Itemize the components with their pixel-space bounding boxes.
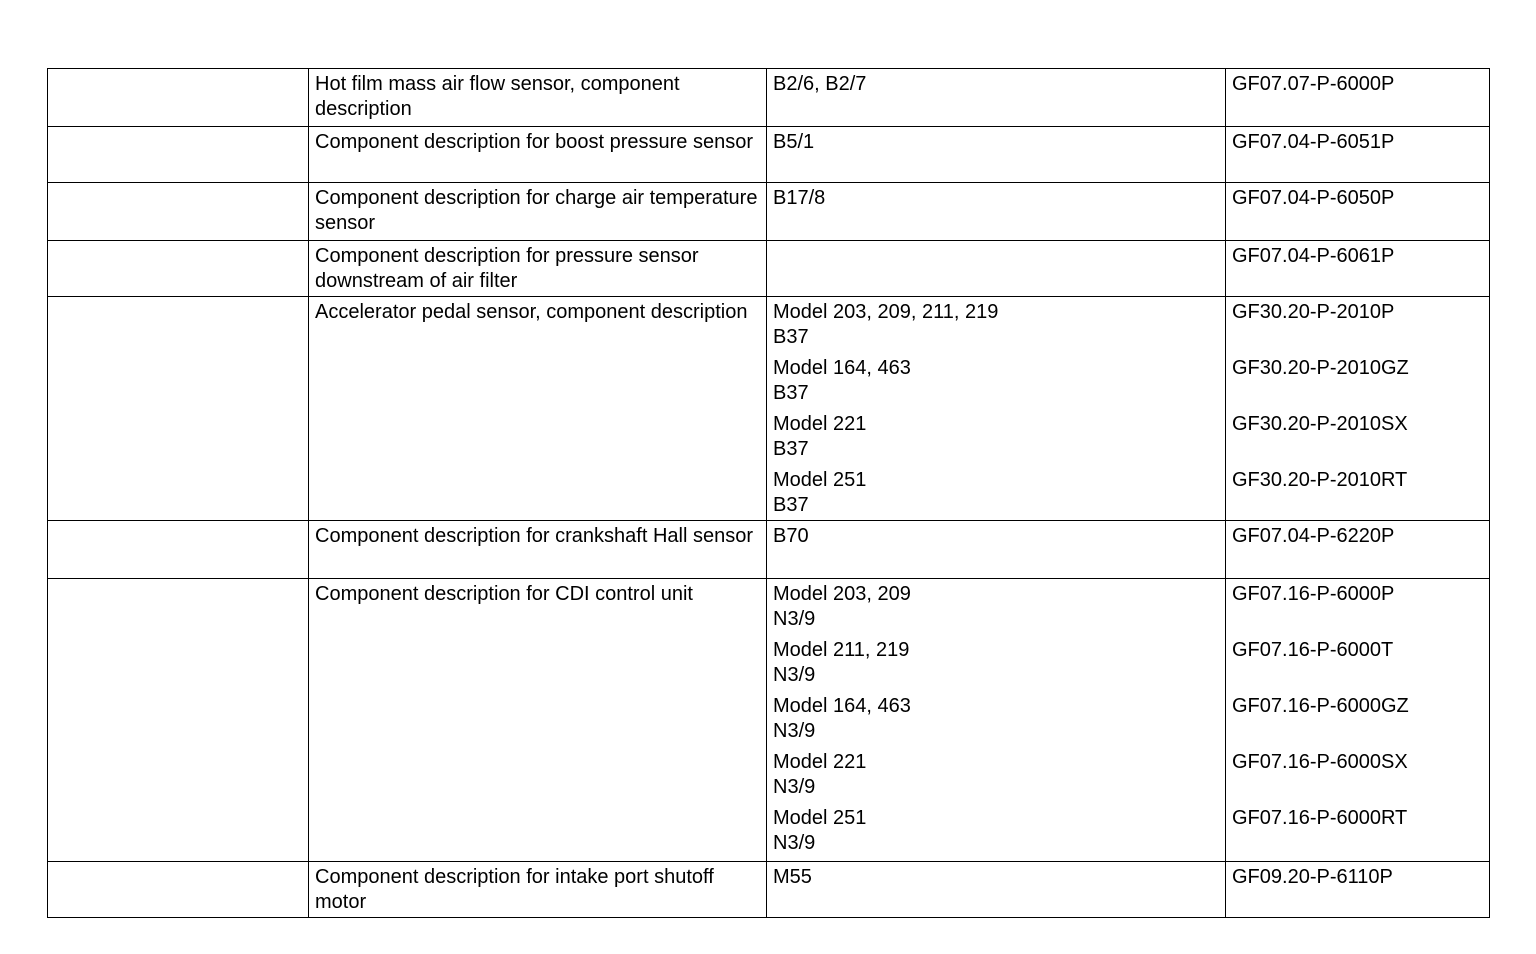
table-row (48, 297, 1490, 521)
model-line: Model 164, 463 (773, 357, 911, 379)
table-body (48, 69, 1490, 918)
model-line: N3/9 (773, 664, 816, 686)
model-cell (767, 241, 1226, 297)
reference-code: GF07.04-P-6050P (1232, 187, 1395, 209)
model-cell (767, 579, 1226, 862)
table-row (48, 521, 1490, 579)
model-line: Model 203, 209, 211, 219 (773, 301, 999, 323)
model-entry (773, 582, 1219, 632)
model-entry (773, 130, 1219, 155)
model-line: B37 (773, 494, 809, 516)
model-entry (773, 524, 1219, 549)
model-line: Model 203, 209 (773, 583, 911, 605)
model-line: Model 164, 463 (773, 695, 911, 717)
reference-code: GF07.16-P-6000SX (1232, 751, 1408, 773)
model-line: N3/9 (773, 832, 816, 854)
description-cell: Hot film mass air flow sensor, component description (309, 69, 767, 127)
model-line: Model 211, 219 (773, 639, 910, 661)
reference-cell (1226, 69, 1490, 127)
empty-cell (48, 862, 309, 918)
model-entry (773, 750, 1219, 800)
empty-cell (48, 183, 309, 241)
table-row (48, 69, 1490, 127)
empty-cell (48, 69, 309, 127)
model-line: B70 (773, 525, 809, 547)
reference-code: GF30.20-P-2010SX (1232, 413, 1408, 435)
description-cell: Component description for pressure sensor downstream of air filter (309, 241, 767, 297)
model-line: B2/6, B2/7 (773, 73, 867, 95)
model-line: B17/8 (773, 187, 826, 209)
table-row (48, 862, 1490, 918)
reference-code: GF09.20-P-6110P (1232, 866, 1393, 888)
model-cell (767, 183, 1226, 241)
model-line: B37 (773, 438, 809, 460)
table-row (48, 127, 1490, 183)
table-row (48, 241, 1490, 297)
description-cell: Component description for CDI control unit (309, 579, 767, 862)
table-row (48, 579, 1490, 862)
reference-cell (1226, 241, 1490, 297)
reference-cell (1226, 127, 1490, 183)
reference-code: GF30.20-P-2010GZ (1232, 357, 1409, 379)
model-entry (773, 412, 1219, 462)
reference-code: GF07.04-P-6051P (1232, 131, 1395, 153)
reference-cell (1226, 862, 1490, 918)
model-line: B5/1 (773, 131, 815, 153)
model-line: Model 251 (773, 807, 867, 829)
empty-cell (48, 521, 309, 579)
reference-cell (1226, 297, 1490, 521)
model-entry (773, 694, 1219, 744)
model-cell (767, 127, 1226, 183)
reference-code: GF07.16-P-6000RT (1232, 807, 1408, 829)
reference-code: GF07.04-P-6220P (1232, 525, 1395, 547)
model-line: B37 (773, 326, 809, 348)
reference-cell (1226, 579, 1490, 862)
table-row (48, 183, 1490, 241)
empty-cell (48, 297, 309, 521)
model-cell (767, 521, 1226, 579)
description-cell: Accelerator pedal sensor, component description (309, 297, 767, 521)
reference-code: GF07.16-P-6000P (1232, 583, 1395, 605)
model-entry (773, 186, 1219, 211)
reference-code: GF07.16-P-6000GZ (1232, 695, 1409, 717)
model-line: M55 (773, 866, 812, 888)
model-line: N3/9 (773, 776, 816, 798)
model-line: B37 (773, 382, 809, 404)
empty-cell (48, 579, 309, 862)
model-entry (773, 72, 1219, 97)
model-line: Model 221 (773, 413, 867, 435)
reference-code: GF07.07-P-6000P (1232, 73, 1395, 95)
model-entry (773, 356, 1219, 406)
reference-cell (1226, 183, 1490, 241)
model-line: N3/9 (773, 608, 816, 630)
reference-code: GF07.16-P-6000T (1232, 639, 1394, 661)
reference-code: GF30.20-P-2010RT (1232, 469, 1408, 491)
description-cell: Component description for intake port shutoff motor (309, 862, 767, 918)
description-cell: Component description for charge air temperature sensor (309, 183, 767, 241)
reference-code: GF07.04-P-6061P (1232, 245, 1395, 267)
model-cell (767, 69, 1226, 127)
model-cell (767, 297, 1226, 521)
model-cell (767, 862, 1226, 918)
reference-code: GF30.20-P-2010P (1232, 301, 1395, 323)
model-entry (773, 806, 1219, 856)
model-entry (773, 300, 1219, 350)
model-entry (773, 468, 1219, 518)
model-entry (773, 638, 1219, 688)
description-cell: Component description for boost pressure sensor (309, 127, 767, 183)
empty-cell (48, 241, 309, 297)
model-line: N3/9 (773, 720, 816, 742)
model-line: Model 251 (773, 469, 867, 491)
reference-cell (1226, 521, 1490, 579)
model-line: Model 221 (773, 751, 867, 773)
description-cell: Component description for crankshaft Hall sensor (309, 521, 767, 579)
model-entry (773, 865, 1219, 890)
component-reference-table (47, 68, 1490, 918)
empty-cell (48, 127, 309, 183)
